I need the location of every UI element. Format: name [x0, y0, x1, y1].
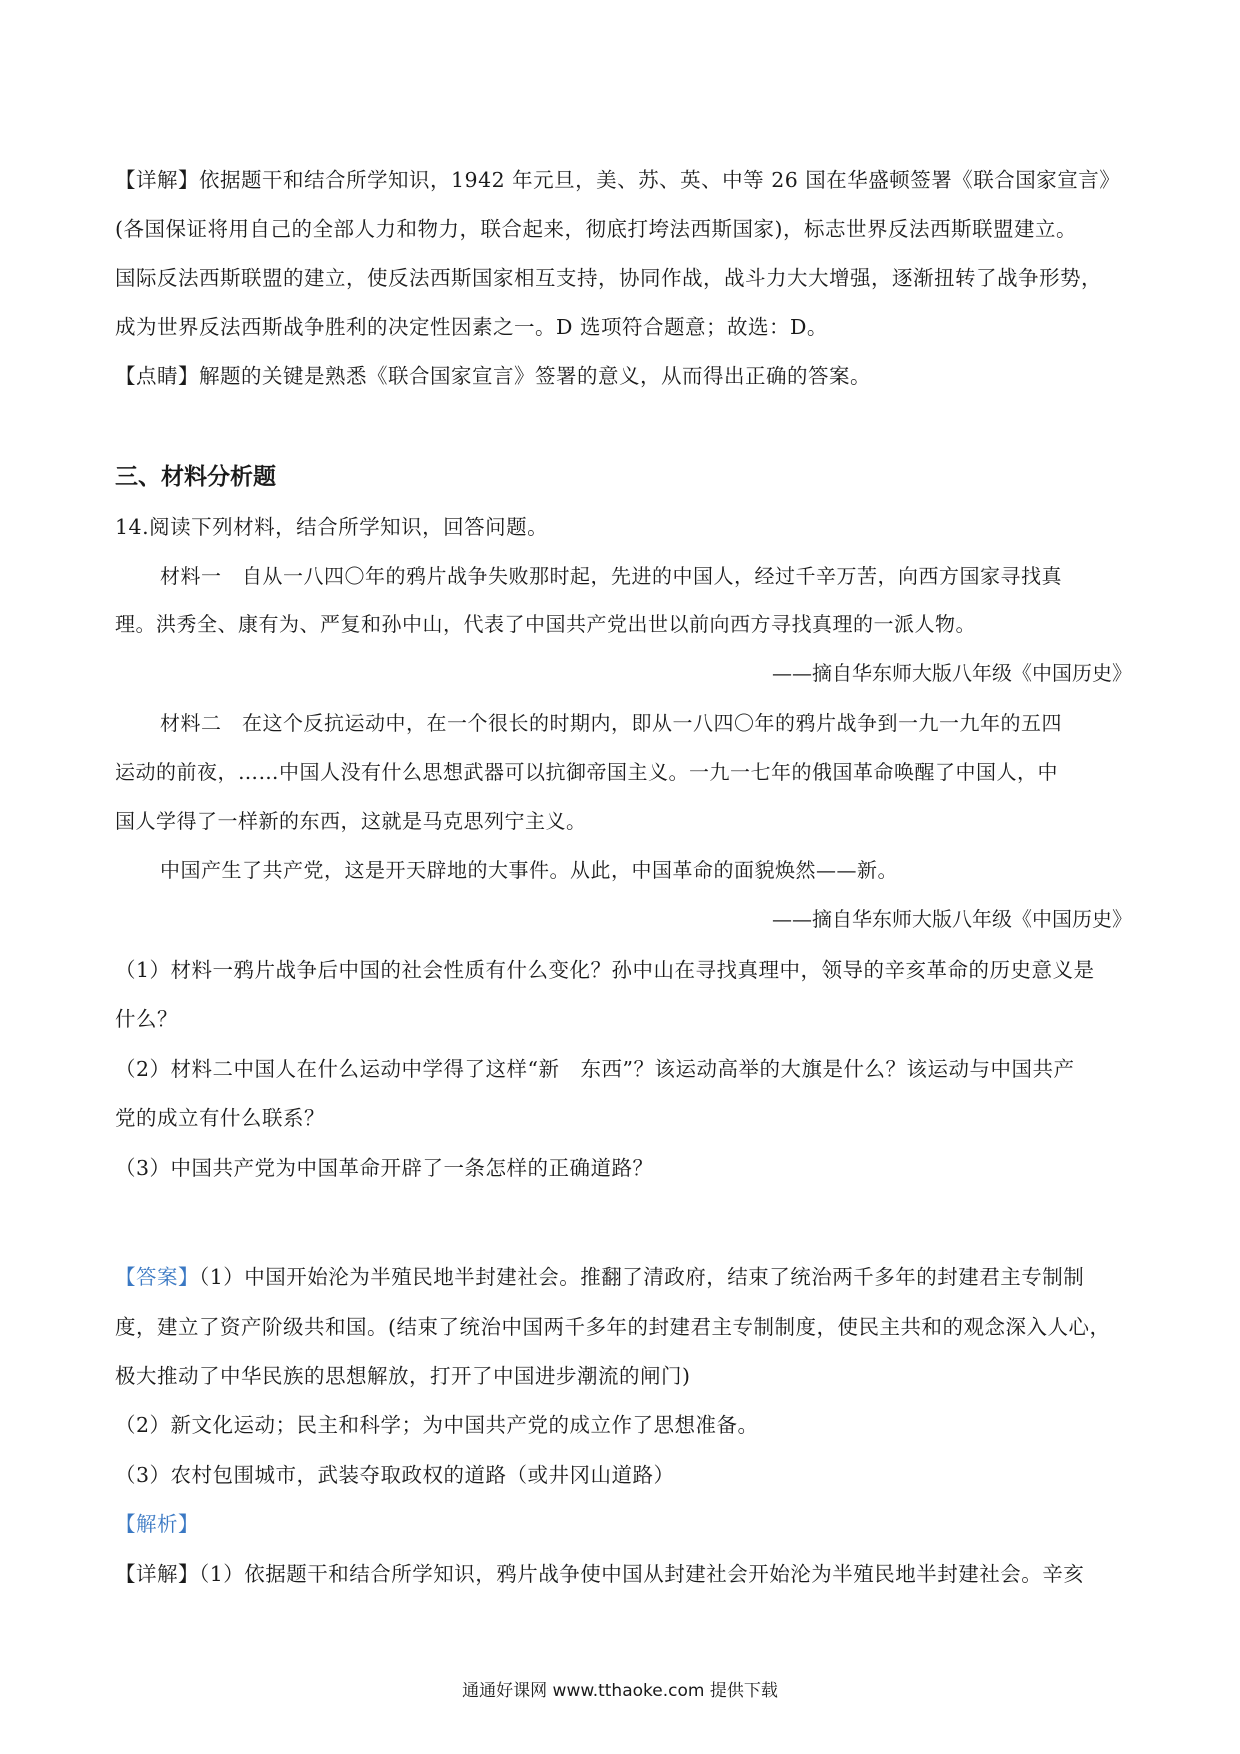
sub-question-1-line-1: （1）材料一鸦片战争后中国的社会性质有什么变化？孙中山在寻找真理中，领导的辛亥革命的历史意义是: [115, 958, 1095, 982]
detail-line-4: 成为世界反法西斯战争胜利的决定性因素之一。D 选项符合题意；故选：D。: [115, 315, 828, 339]
detail-line-2: (各国保证将用自己的全部人力和物力，联合起来，彻底打垮法西斯国家)，标志世界反法西斯联盟建立。: [115, 217, 1077, 241]
material2-line-4: 中国产生了共产党，这是开天辟地的大事件。从此，中国革命的面貌焕然——新。: [160, 858, 898, 882]
question-stem: 14.阅读下列材料，结合所学知识，回答问题。: [115, 515, 549, 539]
page-footer: 通通好课网 www.tthaoke.com 提供下载: [462, 1681, 778, 1701]
material1-line-1: 材料一 自从一八四〇年的鸦片战争失败那时起，先进的中国人，经过千辛万苦，向西方国家寻找真: [160, 564, 1062, 588]
sub-question-2-line-1: （2）材料二中国人在什么运动中学得了这样“新 东西”？该运动高举的大旗是什么？该运动与中国共产: [115, 1057, 1075, 1081]
answer-line-1: [115, 1260, 1084, 1290]
answer-line-1-text: （1）中国开始沦为半殖民地半封建社会。推翻了清政府，结束了统治两千多年的封建君主专制制: [199, 1265, 1085, 1289]
section-title: 三、材料分析题: [115, 464, 276, 490]
answer-line-2: 度，建立了资产阶级共和国。(结束了统治中国两千多年的封建君主专制制度，使民主共和的观念深入人心，: [115, 1315, 1111, 1339]
detail-line-1: 【详解】依据题干和结合所学知识，1942 年元旦，美、苏、英、中等 26 国在华盛顿签署《联合国家宣言》: [115, 168, 1121, 192]
material2-line-2: 运动的前夜，……中国人没有什么思想武器可以抗御帝国主义。一九一七年的俄国革命唤醒了中国人，中: [115, 760, 1058, 784]
material2-line-1: 材料二 在这个反抗运动中，在一个很长的时期内，即从一八四〇年的鸦片战争到一九一九年的五四: [160, 711, 1062, 735]
material2-line-3: 国人学得了一样新的东西，这就是马克思列宁主义。: [115, 809, 587, 833]
material1-source: ——摘自华东师大版八年级《中国历史》: [772, 661, 1132, 685]
sub-question-3: （3）中国共产党为中国革命开辟了一条怎样的正确道路？: [115, 1156, 654, 1180]
answer-label: 【答案】: [115, 1265, 199, 1289]
analysis-detail-line: 【详解】（1）依据题干和结合所学知识，鸦片战争使中国从封建社会开始沦为半殖民地半封建社会。辛亥: [115, 1562, 1085, 1586]
sub-question-1-line-2: 什么？: [115, 1007, 178, 1031]
answer-line-4: （2）新文化运动；民主和科学；为中国共产党的成立作了思想准备。: [115, 1413, 759, 1437]
sub-question-2-line-2: 党的成立有什么联系？: [115, 1106, 325, 1130]
material1-line-2: 理。洪秀全、康有为、严复和孙中山，代表了中国共产党出世以前向西方寻找真理的一派人物。: [115, 612, 976, 636]
detail-line-3: 国际反法西斯联盟的建立，使反法西斯国家相互支持，协同作战，战斗力大大增强，逐渐扭转了战争形势，: [115, 266, 1102, 290]
tip-line: 【点睛】解题的关键是熟悉《联合国家宣言》签署的意义，从而得出正确的答案。: [115, 364, 871, 388]
answer-line-5: （3）农村包围城市，武装夺取政权的道路（或井冈山道路）: [115, 1463, 675, 1487]
answer-line-3: 极大推动了中华民族的思想解放，打开了中国进步潮流的闸门): [115, 1364, 691, 1388]
analysis-label: 【解析】: [115, 1512, 199, 1536]
material2-source: ——摘自华东师大版八年级《中国历史》: [772, 907, 1132, 931]
